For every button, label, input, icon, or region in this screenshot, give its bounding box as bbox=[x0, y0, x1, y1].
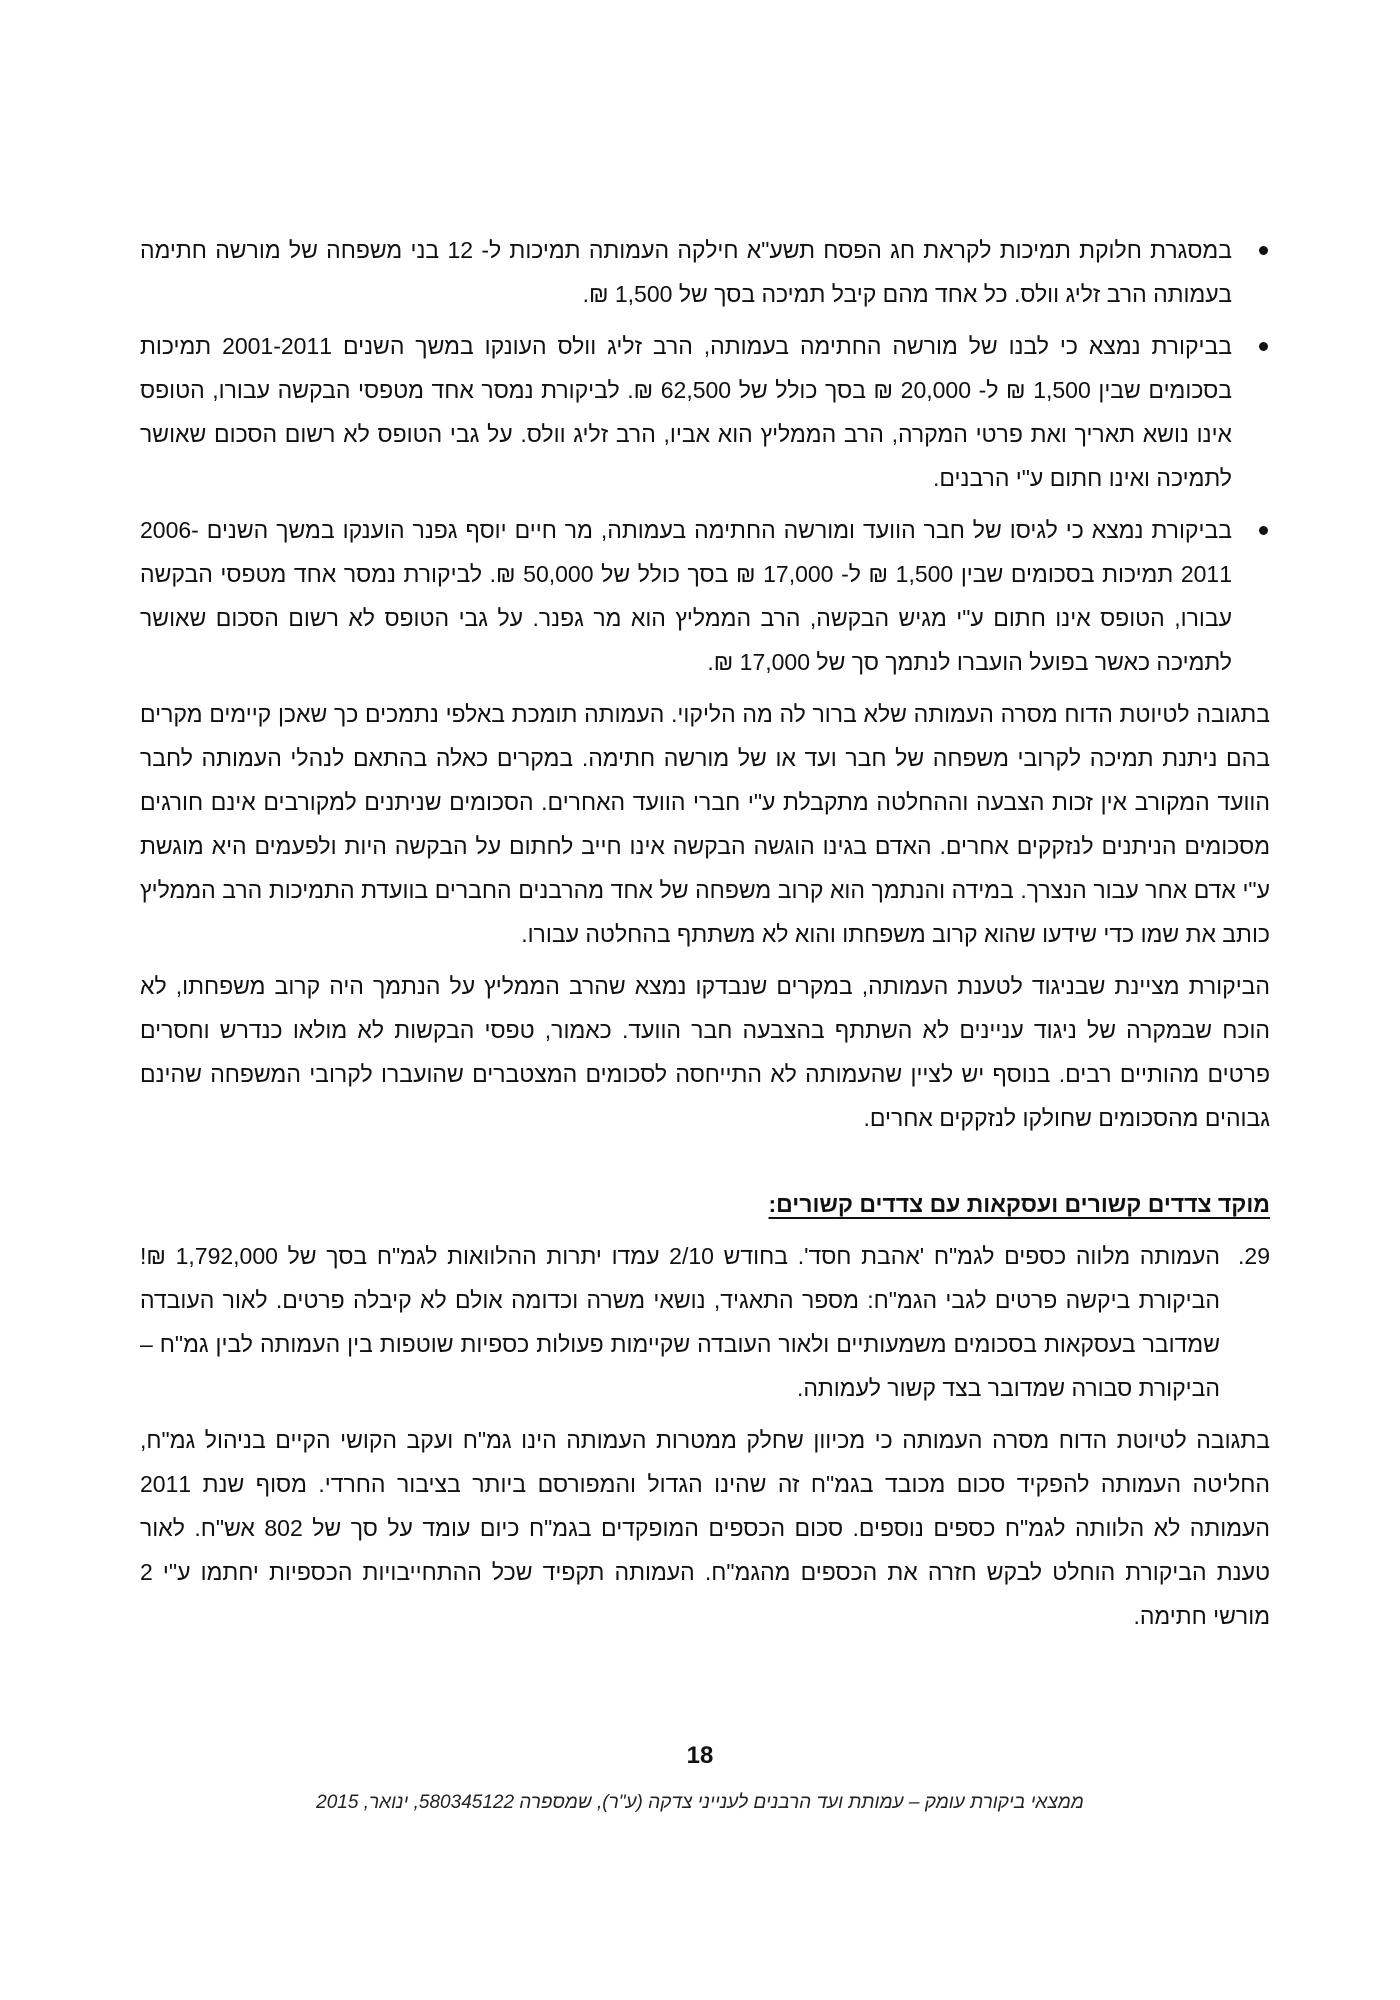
page-number: 18 bbox=[686, 1742, 714, 1769]
bullet-dot-icon bbox=[1259, 526, 1268, 535]
bullet-item bbox=[140, 324, 1270, 500]
document-body bbox=[140, 228, 1270, 1646]
bullet-dot-icon bbox=[1259, 246, 1268, 255]
bullet-list bbox=[140, 228, 1270, 684]
numbered-item-29 bbox=[140, 1234, 1270, 1410]
page-footer: ממצאי ביקורת עומק – עמותת ועד הרבנים לענייני צדקה (ע"ר), שמספרה 580345122, ינואר, 2015 bbox=[316, 1792, 1084, 1813]
item-number: 29. bbox=[1238, 1243, 1270, 1269]
association-response-paragraph: בתגובה לטיוטת הדוח מסרה העמותה שלא ברור לה מה הליקוי. העמותה תומכת באלפי נתמכים כך שאכן קיימים מקרים בהם ניתנת תמיכה לקרובי משפחה של חבר ועד או של מורשה חתימה. במקרים כאלה בהתאם לנהלי העמותה לחבר הוועד המקורב אין זכות הצבעה וההחלטה מתקבלת ע"י חברי הוועד האחרים. הסכומים שניתנים למקורבים אינם חורגים מסכומים הניתנים לנזקקים אחרים. האדם בגינו הוגשה הבקשה אינו חייב לחתום על הבקשה היות ולפעמים היא מוגשת ע"י אדם אחר עבור הנצרך. במידה והנתמך הוא קרוב משפחה של אחד מהרבנים החברים בוועדת התמיכות הרב הממליץ כותב את שמו כדי שידעו שהוא קרוב משפחתו והוא לא משתתף בהחלטה עבורו. bbox=[140, 701, 1270, 947]
bullet-item bbox=[140, 508, 1270, 684]
bullet-text: בביקורת נמצא כי לבנו של מורשה החתימה בעמותה, הרב זליג וולס העונקו במשך השנים 2001-2011 תמיכות בסכומים שבין 1,500 ₪ ל- 20,000 ₪ בסך כולל של 62,500 ₪. לביקורת נמסר אחד מטפסי הבקשה עבורו, הטופס אינו נושא תאריך ואת פרטי המקרה, הרב הממליץ הוא אביו, הרב זליג וולס. על גבי הטופס לא רשום הסכום שאושר לתמיכה ואינו חתום ע"י הרבנים. bbox=[140, 333, 1233, 491]
audit-note-paragraph: הביקורת מציינת שבניגוד לטענת העמותה, במקרים שנבדקו נמצא שהרב הממליץ על הנתמך היה קרוב משפחתו, לא הוכח שבמקרה של ניגוד עניינים לא השתתף בהצבעה חבר הוועד. כאמור, טפסי הבקשות לא מולאו כנדרש וחסרים פרטים מהותיים רבים. בנוסף יש לציין שהעמותה לא התייחסה לסכומים המצטברים שהועברו לקרובי המשפחה שהינם גבוהים מהסכומים שחולקו לנזקקים אחרים. bbox=[140, 973, 1270, 1131]
item-text: העמותה מלווה כספים לגמ"ח 'אהבת חסד'. בחודש 2/10 עמדו יתרות ההלוואות לגמ"ח בסך של 1,792,000 ₪! הביקורת ביקשה פרטים לגבי הגמ"ח: מספר התאגיד, נושאי משרה וכדומה אולם לא קיבלה פרטים. לאור העובדה שמדובר בעסקאות בסכומים משמעותיים ולאור העובדה שקיימות פעולות כספיות שוטפות בין העמותה לבין גמ"ח – הביקורת סבורה שמדובר בצד קשור לעמותה. bbox=[140, 1243, 1221, 1401]
bullet-item bbox=[140, 228, 1270, 316]
bullet-text: במסגרת חלוקת תמיכות לקראת חג הפסח תשע"א חילקה העמותה תמיכות ל- 12 בני משפחה של מורשה חתימה בעמותה הרב זליג וולס. כל אחד מהם קיבל תמיכה בסך של 1,500 ₪. bbox=[140, 237, 1232, 307]
bullet-text: בביקורת נמצא כי לגיסו של חבר הוועד ומורשה החתימה בעמותה, מר חיים יוסף גפנר הוענקו במשך השנים 2006-2011 תמיכות בסכומים שבין 1,500 ₪ ל- 17,000 ₪ בסך כולל של 50,000 ₪. לביקורת נמסר אחד מטפסי הבקשה עבורו, הטופס אינו חתום ע"י מגיש הבקשה, הרב הממליץ הוא מר גפנר. על גבי הטופס לא רשום הסכום שאושר לתמיכה כאשר בפועל הועברו לנתמך סך של 17,000 ₪. bbox=[140, 517, 1233, 675]
association-response-paragraph-2: בתגובה לטיוטת הדוח מסרה העמותה כי מכיוון שחלק ממטרות העמותה הינו גמ"ח ועקב הקושי הקיים בניהול גמ"ח, החליטה העמותה להפקיד סכום מכובד בגמ"ח זה שהינו הגדול והמפורסם ביותר בציבור החרדי. מסוף שנת 2011 העמותה לא הלוותה לגמ"ח כספים נוספים. סכום הכספים המופקדים בגמ"ח כיום עומד על סך של 802 אש"ח. לאור טענת הביקורת הוחלט לבקש חזרה את הכספים מהגמ"ח. העמותה תקפיד שכל ההתחייבויות הכספיות יחתמו ע"י 2 מורשי חתימה. bbox=[140, 1427, 1270, 1629]
bullet-dot-icon bbox=[1259, 342, 1268, 351]
section-heading: מוקד צדדים קשורים ועסקאות עם צדדים קשורים: bbox=[768, 1191, 1270, 1217]
